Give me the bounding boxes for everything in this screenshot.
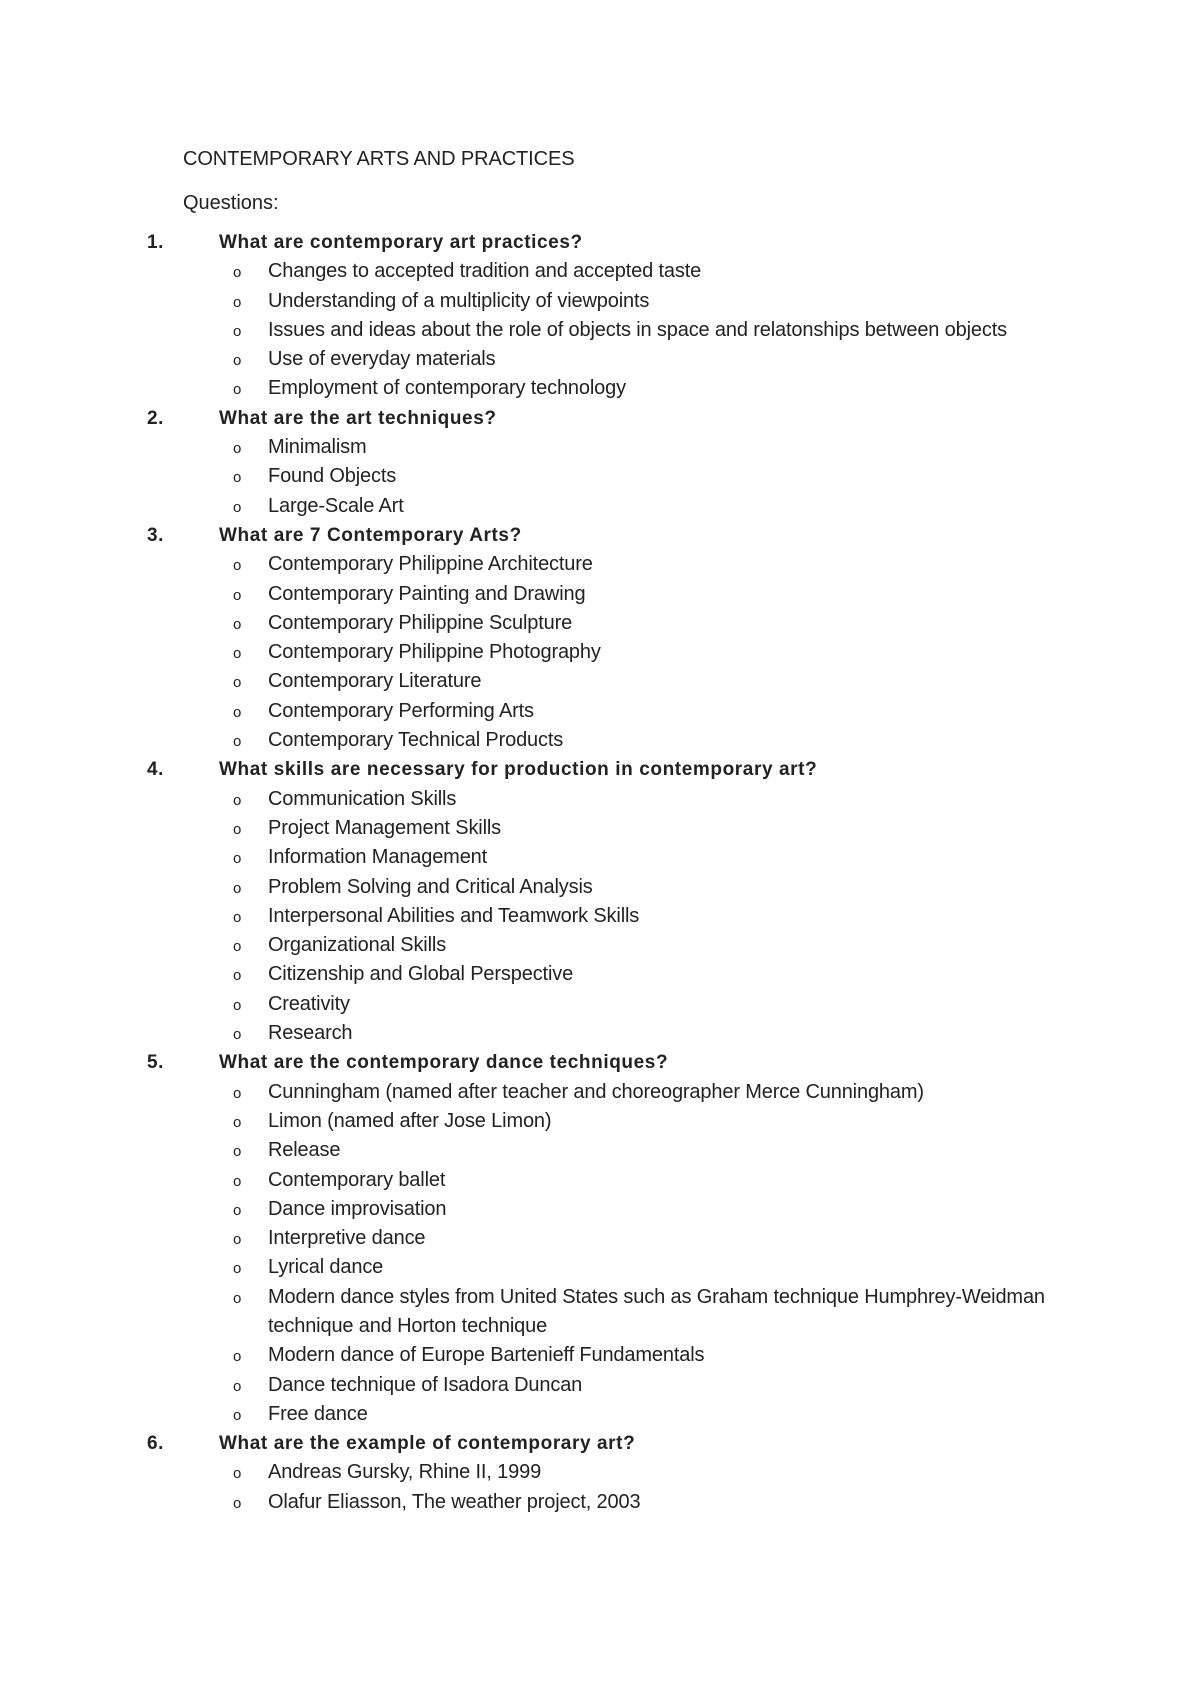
answer-list [219, 1458, 1083, 1517]
hollow-bullet-icon: o [233, 586, 242, 604]
hollow-bullet-icon: o [233, 1172, 242, 1190]
answer-item [233, 316, 1083, 345]
answer-item [233, 1371, 1083, 1400]
hollow-bullet-icon: o [233, 293, 242, 311]
answer-list [219, 433, 1083, 521]
question-item [147, 404, 1083, 521]
answer-text: Project Management Skills [268, 816, 502, 839]
answer-item [233, 1488, 1083, 1517]
question-heading [147, 404, 1083, 433]
answer-text: Large-Scale Art [268, 494, 404, 517]
answer-item [233, 814, 1083, 843]
hollow-bullet-icon: o [233, 791, 242, 809]
answer-text: Dance technique of Isadora Duncan [268, 1373, 583, 1396]
answer-item [233, 902, 1083, 931]
answer-list [219, 785, 1083, 1049]
answer-list [219, 550, 1083, 755]
answer-item [233, 374, 1083, 403]
answer-text: Contemporary Technical Products [268, 729, 564, 752]
hollow-bullet-icon: o [233, 440, 242, 458]
answer-item [233, 287, 1083, 316]
question-text: What are the example of contemporary art? [219, 1433, 636, 1455]
question-item [147, 1048, 1083, 1429]
answer-text: Limon (named after Jose Limon) [268, 1109, 552, 1132]
answer-item [233, 785, 1083, 814]
hollow-bullet-icon: o [233, 1026, 242, 1044]
answer-text: Information Management [268, 846, 488, 869]
hollow-bullet-icon: o [233, 733, 242, 751]
answer-text: Lyrical dance [268, 1256, 384, 1279]
answer-item [233, 433, 1083, 462]
answer-item [233, 1019, 1083, 1048]
answer-item [233, 1341, 1083, 1370]
answer-item [233, 638, 1083, 667]
answer-text: Interpretive dance [268, 1227, 426, 1250]
answer-item [233, 1107, 1083, 1136]
answer-item [233, 609, 1083, 638]
question-heading [147, 1429, 1083, 1458]
hollow-bullet-icon: o [233, 820, 242, 838]
answer-item [233, 1283, 1083, 1342]
question-heading [147, 1048, 1083, 1077]
hollow-bullet-icon: o [233, 1143, 242, 1161]
hollow-bullet-icon: o [233, 703, 242, 721]
question-text: What are contemporary art practices? [219, 232, 583, 253]
answer-item [233, 960, 1083, 989]
answer-text: Dance improvisation [268, 1197, 447, 1220]
answer-item [233, 1166, 1083, 1195]
answer-item [233, 1195, 1083, 1224]
hollow-bullet-icon: o [233, 850, 242, 868]
question-text: What are the contemporary dance techniques? [219, 1052, 669, 1074]
hollow-bullet-icon: o [233, 322, 242, 340]
answer-text: Contemporary Performing Arts [268, 699, 534, 722]
hollow-bullet-icon: o [233, 967, 242, 985]
hollow-bullet-icon: o [233, 1231, 242, 1249]
answer-text: Contemporary Philippine Photography [268, 641, 601, 664]
questions-list [147, 228, 1083, 1517]
hollow-bullet-icon: o [233, 1260, 242, 1278]
answer-text: Release [268, 1139, 341, 1162]
answer-text: Andreas Gursky, Rhine II, 1999 [268, 1461, 542, 1484]
question-number: 1. [147, 232, 165, 253]
answer-text: Minimalism [268, 436, 367, 459]
question-item [147, 521, 1083, 755]
answer-item [233, 550, 1083, 579]
answer-text: Olafur Eliasson, The weather project, 2003 [268, 1490, 641, 1513]
hollow-bullet-icon: o [233, 615, 242, 633]
question-item [147, 228, 1083, 404]
question-heading [147, 755, 1083, 784]
answer-text: Modern dance of Europe Bartenieff Fundamentals [268, 1344, 705, 1367]
document-page [147, 146, 1083, 1517]
answer-text: Employment of contemporary technology [268, 377, 626, 400]
answer-item [233, 1224, 1083, 1253]
question-number: 2. [147, 407, 165, 429]
answer-item [233, 580, 1083, 609]
answer-text: Changes to accepted tradition and accepted taste [268, 260, 702, 283]
question-heading [147, 228, 1083, 257]
hollow-bullet-icon: o [233, 352, 242, 370]
answer-text: Issues and ideas about the role of objects in space and relatonships between objects [268, 318, 1008, 341]
answer-text: Use of everyday materials [268, 348, 496, 371]
hollow-bullet-icon: o [233, 557, 242, 575]
answer-text: Organizational Skills [268, 934, 447, 957]
question-number: 3. [147, 524, 165, 546]
answer-text: Communication Skills [268, 787, 457, 810]
answer-item [233, 667, 1083, 696]
answer-text: Creativity [268, 992, 350, 1015]
question-number: 6. [147, 1433, 165, 1455]
hollow-bullet-icon: o [233, 1377, 242, 1395]
answer-list [219, 1078, 1083, 1430]
hollow-bullet-icon: o [233, 908, 242, 926]
answer-text: Contemporary Painting and Drawing [268, 582, 586, 605]
hollow-bullet-icon: o [233, 498, 242, 516]
question-text: What skills are necessary for production in contemporary art? [219, 759, 818, 781]
answer-text: Citizenship and Global Perspective [268, 963, 574, 986]
answer-item [233, 990, 1083, 1019]
answer-text: Modern dance styles from United States such as Graham technique Humphrey-Weidman technique and Horton technique [268, 1285, 1045, 1337]
answer-item [233, 492, 1083, 521]
question-item [147, 1429, 1083, 1517]
answer-item [233, 931, 1083, 960]
question-item [147, 755, 1083, 1048]
question-heading [147, 521, 1083, 550]
question-number: 5. [147, 1052, 165, 1074]
answer-item [233, 873, 1083, 902]
hollow-bullet-icon: o [233, 264, 242, 282]
answer-item [233, 1400, 1083, 1429]
answer-item [233, 697, 1083, 726]
answer-item [233, 257, 1083, 286]
hollow-bullet-icon: o [233, 1201, 242, 1219]
hollow-bullet-icon: o [233, 1465, 242, 1483]
hollow-bullet-icon: o [233, 1348, 242, 1366]
answer-item [233, 1253, 1083, 1282]
question-text: What are 7 Contemporary Arts? [219, 524, 522, 546]
answer-text: Contemporary Philippine Sculpture [268, 611, 573, 634]
answer-text: Interpersonal Abilities and Teamwork Skills [268, 904, 640, 927]
hollow-bullet-icon: o [233, 996, 242, 1014]
answer-text: Contemporary Literature [268, 670, 482, 693]
hollow-bullet-icon: o [233, 879, 242, 897]
answer-text: Cunningham (named after teacher and choreographer Merce Cunningham) [268, 1080, 924, 1103]
hollow-bullet-icon: o [233, 469, 242, 487]
hollow-bullet-icon: o [233, 1289, 242, 1307]
answer-text: Found Objects [268, 465, 397, 488]
hollow-bullet-icon: o [233, 1406, 242, 1424]
hollow-bullet-icon: o [233, 1084, 242, 1102]
answer-text: Understanding of a multiplicity of viewpoints [268, 289, 650, 312]
hollow-bullet-icon: o [233, 1113, 242, 1131]
answer-item [233, 1458, 1083, 1487]
answer-item [233, 843, 1083, 872]
question-number: 4. [147, 759, 165, 781]
hollow-bullet-icon: o [233, 645, 242, 663]
answer-item [233, 1136, 1083, 1165]
answer-text: Problem Solving and Critical Analysis [268, 875, 593, 898]
answer-item [233, 1078, 1083, 1107]
hollow-bullet-icon: o [233, 938, 242, 956]
answer-item [233, 462, 1083, 491]
answer-text: Contemporary Philippine Architecture [268, 553, 593, 576]
questions-label: Questions: [183, 192, 279, 214]
hollow-bullet-icon: o [233, 1494, 242, 1512]
answer-text: Contemporary ballet [268, 1168, 446, 1191]
answer-text: Free dance [268, 1402, 368, 1425]
hollow-bullet-icon: o [233, 674, 242, 692]
answer-text: Research [268, 1022, 353, 1045]
hollow-bullet-icon: o [233, 381, 242, 399]
answer-item [233, 726, 1083, 755]
answer-item [233, 345, 1083, 374]
question-text: What are the art techniques? [219, 407, 497, 429]
document-title: CONTEMPORARY ARTS AND PRACTICES [183, 148, 575, 170]
answer-list [219, 257, 1083, 403]
